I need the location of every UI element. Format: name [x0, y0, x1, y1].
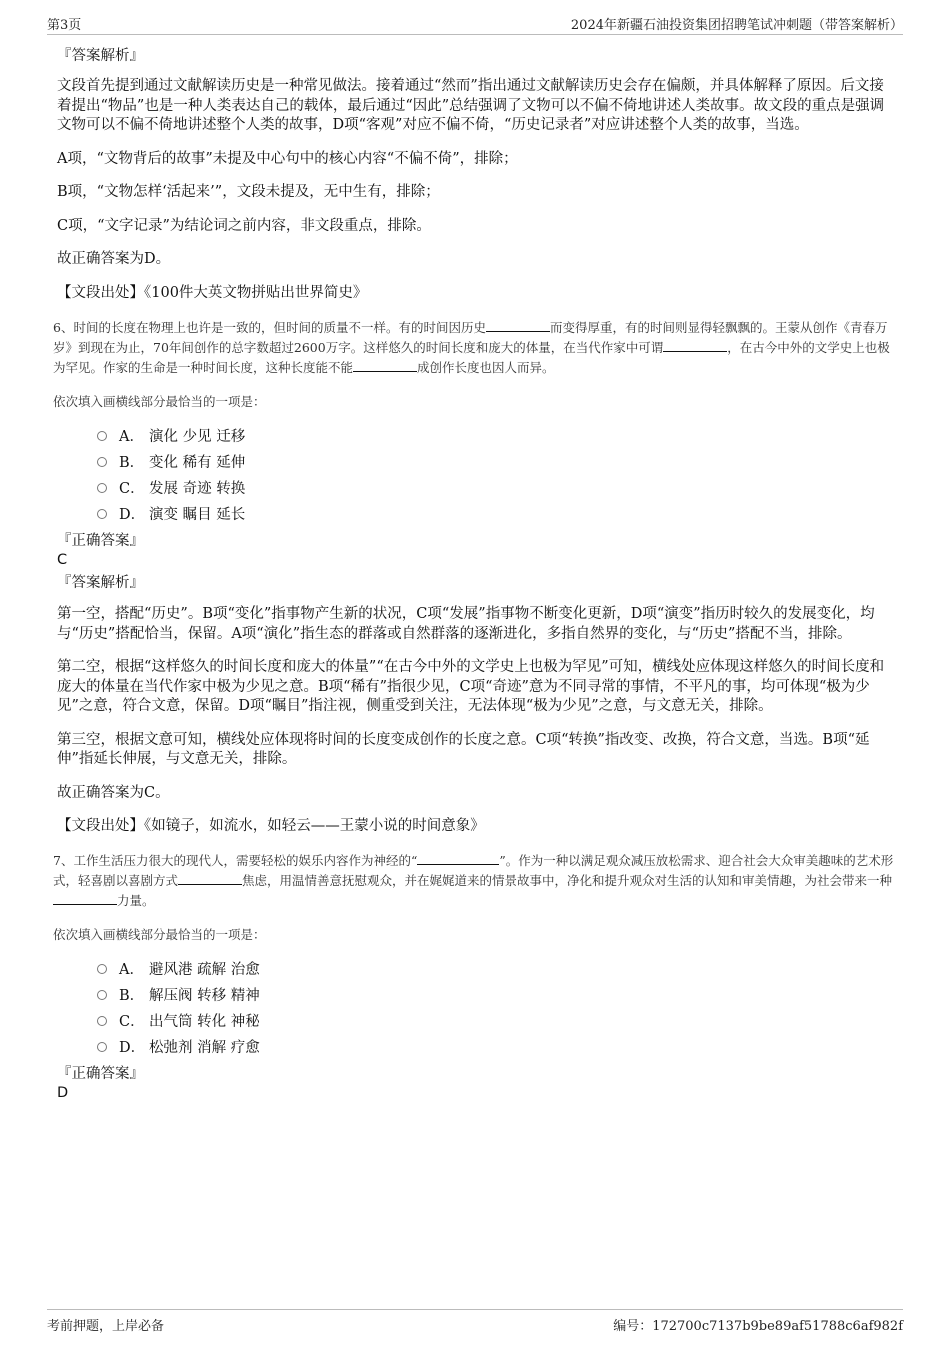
radio-icon[interactable]	[97, 1016, 107, 1026]
answer-label: 『正确答案』	[57, 533, 144, 549]
analysis-paragraph: 故正确答案为D。	[57, 251, 171, 267]
question-6-text: 6、时间的长度在物理上也许是一致的，但时间的质量不一样。有的时间因历史 而变得厚重，有的时间则显得轻飘飘的。王蒙从创作《青春万岁》到现在为止，70年间创作的总字数超过2600万字。这样悠久的时间长度和庞大的体量，在当代作家中可谓 ，在古今中外的文学史上也极为罕见。作家的生命是一种时间长度，这种长度能不能 成创作长度也因人而异。	[53, 320, 890, 375]
analysis-label: 『答案解析』	[57, 48, 144, 64]
option-c[interactable]: C． 发展 奇迹 转换	[97, 476, 895, 502]
document-title: 2024年新疆石油投资集团招聘笔试冲刺题（带答案解析）	[570, 18, 903, 33]
option-a[interactable]: A． 避风港 疏解 治愈	[97, 957, 895, 983]
question-6-prompt: 依次填入画横线部分最恰当的一项是：	[53, 394, 266, 409]
blank-line	[486, 319, 550, 332]
option-c[interactable]: C． 出气筒 转化 神秘	[97, 1009, 895, 1035]
source-citation: 【文段出处】《如镜子，如流水，如轻云——王蒙小说的时间意象》	[57, 818, 485, 834]
radio-icon[interactable]	[97, 1042, 107, 1052]
question-6-options	[97, 424, 895, 528]
option-d[interactable]: D． 演变 瞩目 延长	[97, 502, 895, 528]
analysis-paragraph: 第一空，搭配“历史”。B项“变化”指事物产生新的状况，C项“发展”指事物不断变化更新，D项“演变”指历时较久的发展变化，均与“历史”搭配恰当，保留。A项“演化”指生态的群落或自然群落的逐渐进化，多指自然界的变化，与“历史”搭配不当，排除。	[57, 606, 875, 642]
analysis-paragraph: 文段首先提到通过文献解读历史是一种常见做法。接着通过“然而”指出通过文献解读历史会存在偏颇，并具体解释了原因。后文接着提出“物品”也是一种人类表达自己的载体，最后通过“因此”总结强调了文物可以不偏不倚地讲述人类故事。故文段的重点是强调文物可以不偏不倚地讲述整个人类的故事，D项“客观”对应不偏不倚，“历史记录者”对应讲述整个人类的故事，当选。	[57, 78, 885, 133]
analysis-paragraph: 第三空，根据文意可知，横线处应体现将时间的长度变成创作的长度之意。C项“转换”指改变、改换，符合文意，当选。B项“延伸”指延长伸展，与文意无关，排除。	[57, 731, 870, 767]
page-number: 第3页	[47, 18, 82, 33]
analysis-paragraph: 故正确答案为C。	[57, 784, 170, 801]
option-a[interactable]: A． 演化 少见 迁移	[97, 424, 895, 450]
blank-line	[53, 892, 117, 905]
document-id: 编号：172700c7137b9be89af51788c6af982f	[613, 1319, 903, 1334]
page-header	[47, 14, 903, 35]
blank-line	[663, 339, 727, 352]
correct-answer: D	[57, 1084, 69, 1101]
analysis-label: 『答案解析』	[57, 575, 144, 591]
radio-icon[interactable]	[97, 964, 107, 974]
question-7-text: 7、工作生活压力很大的现代人，需要轻松的娱乐内容作为神经的“ ”。作为一种以满足观众减压放松需求、迎合社会大众审美趣味的艺术形式，轻喜剧以喜剧方式 焦虑，用温情善意抚慰观众，并在娓娓道来的情景故事中，净化和提升观众对生活的认知和审美情趣，为社会带来一种力量。	[53, 852, 894, 908]
answer-label: 『正确答案』	[57, 1065, 144, 1082]
question-7-prompt: 依次填入画横线部分最恰当的一项是：	[53, 926, 266, 942]
option-d[interactable]: D． 松弛剂 消解 疗愈	[97, 1035, 895, 1061]
document-body	[53, 44, 895, 1102]
page-footer	[47, 1309, 903, 1340]
blank-line	[178, 872, 242, 885]
radio-icon[interactable]	[97, 457, 107, 467]
analysis-paragraph: 第二空，根据“这样悠久的时间长度和庞大的体量”“在古今中外的文学史上也极为罕见”可知，横线处应体现这样悠久的时间长度和庞大的体量在当代作家中极为少见之意。B项“稀有”指很少见，C项“奇迹”意为不同寻常的事情，不平凡的事，均可体现“极为少见”之意，符合文意，保留。D项“瞩目”指注视，侧重受到关注，无法体现“极为少见”之意，与文意无关，排除。	[57, 659, 885, 714]
radio-icon[interactable]	[97, 509, 107, 519]
correct-answer: C	[57, 552, 68, 568]
radio-icon[interactable]	[97, 483, 107, 493]
analysis-paragraph: A项，“文物背后的故事”未提及中心句中的核心内容“不偏不倚”，排除；	[57, 150, 518, 167]
option-b[interactable]: B． 变化 稀有 延伸	[97, 450, 895, 476]
analysis-paragraph: B项，“文物怎样‘活起来’”，文段未提及，无中生有，排除；	[57, 184, 440, 200]
analysis-paragraph: C项，“文字记录”为结论词之前内容，非文段重点，排除。	[57, 217, 431, 234]
radio-icon[interactable]	[97, 990, 107, 1000]
option-b[interactable]: B． 解压阀 转移 精神	[97, 983, 895, 1009]
source-citation: 【文段出处】《100件大英文物拼贴出世界简史》	[57, 284, 368, 301]
radio-icon[interactable]	[97, 431, 107, 441]
blank-line	[417, 852, 499, 865]
question-7-options	[97, 957, 895, 1061]
blank-line	[353, 359, 417, 372]
footer-slogan: 考前押题，上岸必备	[47, 1319, 165, 1334]
